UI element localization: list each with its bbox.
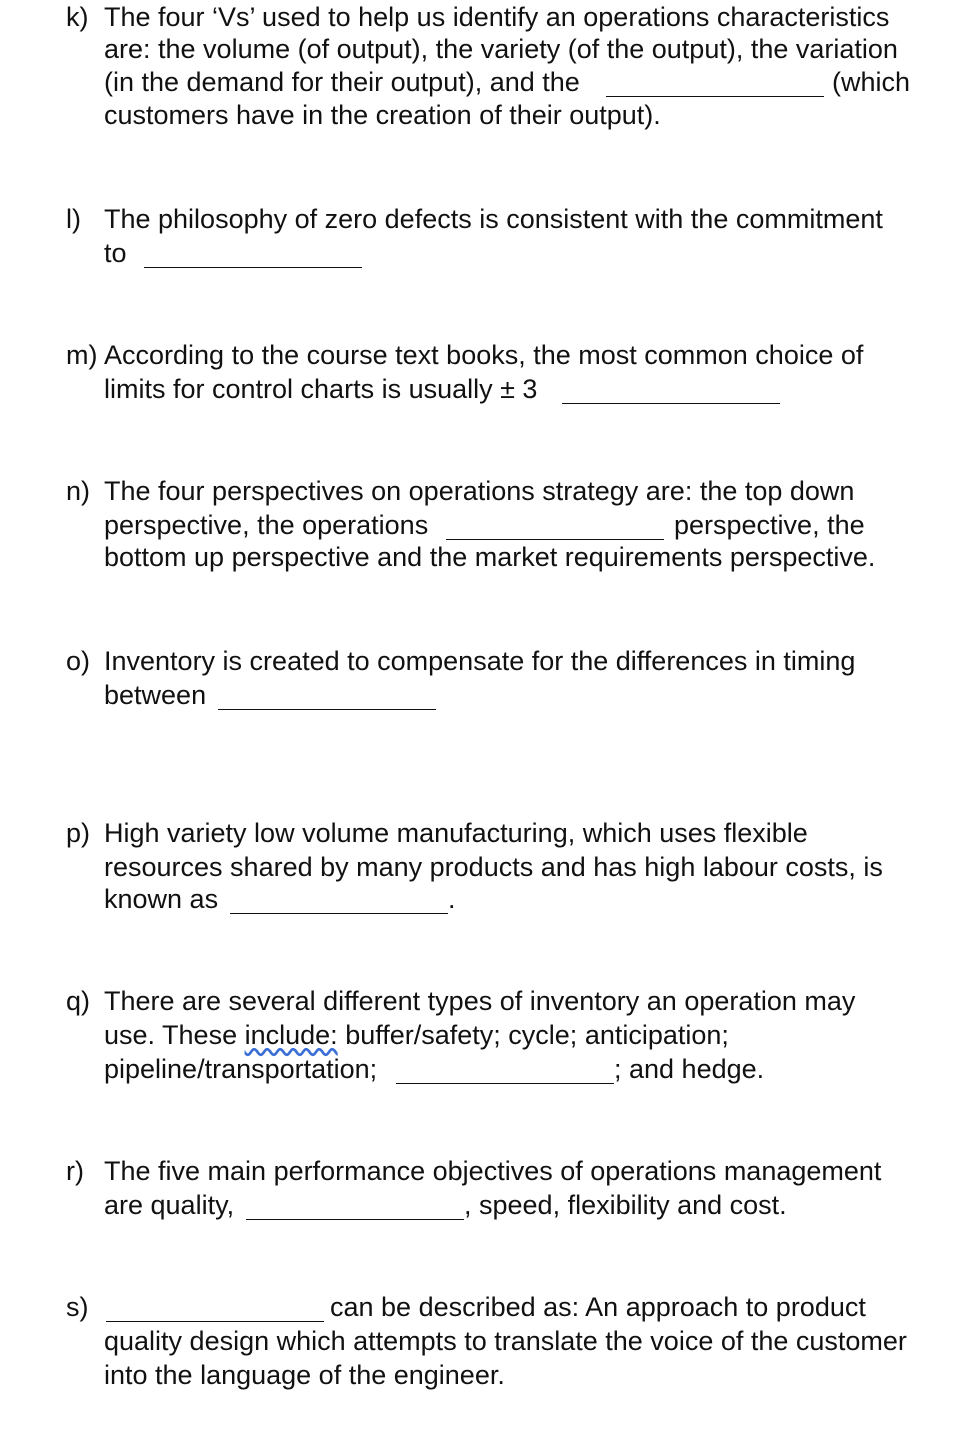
question-text: between [104,680,207,710]
question-text-segment: buffer/safety; cycle; anticipation; [345,1020,729,1050]
question-label: p) [66,818,91,848]
question-label: o) [66,646,91,676]
question-text: There are several different types of inventory an operation may [104,986,856,1016]
question-text: to [104,238,127,268]
question-label: n) [66,476,91,506]
answer-blank[interactable] [144,243,362,268]
answer-blank[interactable] [246,1195,464,1220]
question-text: Inventory is created to compensate for the differences in timing [104,646,856,676]
question-text: The four perspectives on operations strategy are: the top down [104,476,855,506]
question-text: are: the volume (of output), the variety (of the output), the variation [104,34,898,64]
question-text: . [448,884,456,914]
question-text: perspective, the operations [104,510,429,540]
question-text: limits for control charts is usually ± 3 [104,374,538,404]
question-text: customers have in the creation of their output). [104,100,661,130]
question-text: resources shared by many products and has high labour costs, is [104,852,883,882]
question-text-segment: use. These [104,1020,238,1050]
answer-blank[interactable] [562,379,780,404]
question-text: The five main performance objectives of operations management [104,1156,882,1186]
answer-blank[interactable] [396,1059,614,1084]
question-text: ; and hedge. [614,1054,765,1084]
question-label: r) [66,1156,84,1186]
spellcheck-underlined-word: include: [244,1020,338,1050]
answer-blank[interactable] [446,515,664,540]
question-text: are quality, [104,1190,235,1220]
question-label: k) [66,2,89,32]
question-text: bottom up perspective and the market requirements perspective. [104,542,876,572]
question-text: The four ‘Vs’ used to help us identify an operations characteristics [104,2,890,32]
question-text: According to the course text books, the most common choice of [104,340,864,370]
question-text: (which [832,67,911,97]
question-text: (in the demand for their output), and the [104,67,580,97]
answer-blank[interactable] [230,889,448,914]
answer-blank[interactable] [218,685,436,710]
question-text: High variety low volume manufacturing, which uses flexible [104,818,808,848]
question-text: perspective, the [674,510,865,540]
question-text: known as [104,884,219,914]
question-text: into the language of the engineer. [104,1360,505,1390]
answer-blank[interactable] [606,72,824,97]
question-text: pipeline/transportation; [104,1054,378,1084]
question-label: l) [66,204,81,234]
answer-blank[interactable] [106,1297,324,1322]
question-text [104,1018,729,1052]
question-text: The philosophy of zero defects is consistent with the commitment [104,204,883,234]
question-text: can be described as: An approach to product [330,1292,866,1322]
question-text: quality design which attempts to translate the voice of the customer [104,1326,907,1356]
question-label: q) [66,986,91,1016]
question-label: s) [66,1292,89,1322]
question-label: m) [66,340,98,370]
question-text: , speed, flexibility and cost. [464,1190,787,1220]
